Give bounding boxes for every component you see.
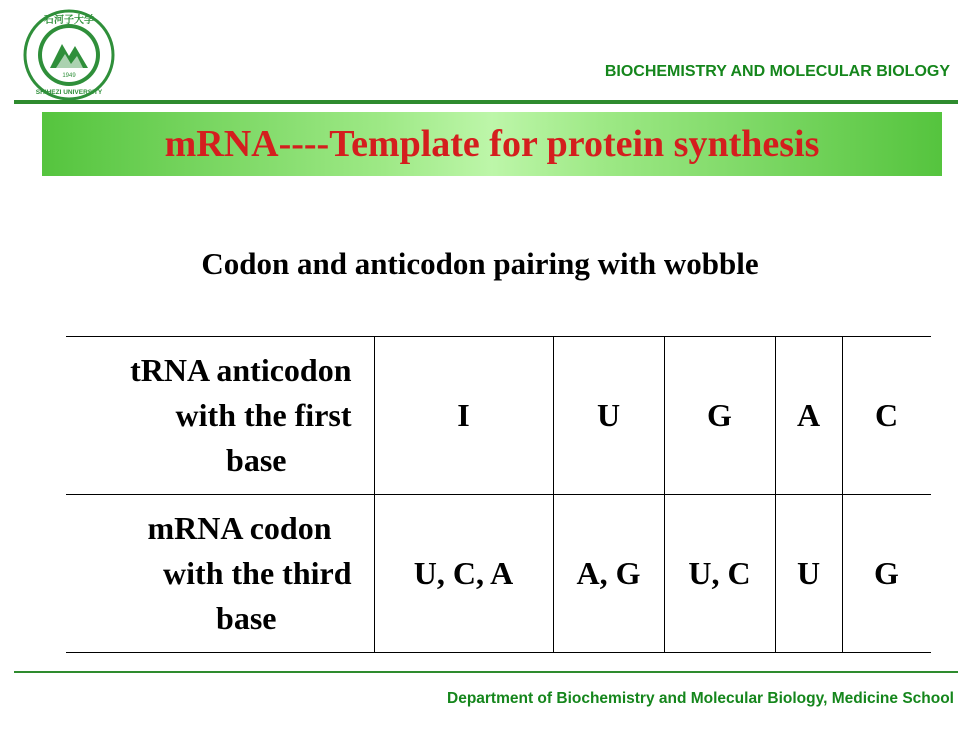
- logo-text-bottom: SHIHEZI UNIVERSITY: [35, 89, 103, 96]
- table-cell: U: [553, 337, 664, 495]
- slide-subtitle: Codon and anticodon pairing with wobble: [201, 246, 759, 281]
- logo-year: 1949: [62, 73, 76, 79]
- table-row: [66, 337, 931, 495]
- university-seal-icon: [22, 8, 116, 102]
- course-title: BIOCHEMISTRY AND MOLECULAR BIOLOGY: [604, 63, 950, 80]
- footer-department: Department of Biochemistry and Molecular Biology, Medicine School: [447, 690, 954, 707]
- row-header-line: with the third: [163, 555, 352, 591]
- table-cell: A, G: [553, 495, 664, 653]
- wobble-pairing-table: [66, 336, 931, 653]
- table-cell: A: [775, 337, 842, 495]
- table-cell: U, C: [664, 495, 775, 653]
- table-cell: G: [664, 337, 775, 495]
- table-cell: U, C, A: [374, 495, 553, 653]
- table-cell: U: [775, 495, 842, 653]
- row-header-line: tRNA anticodon: [130, 352, 352, 388]
- row-header-line: with the first: [175, 397, 352, 433]
- row-header-mrna: [66, 495, 374, 653]
- row-header-line: mRNA codon: [147, 510, 332, 546]
- logo-text-top: 石河子大学: [44, 15, 94, 26]
- row-header-line: base: [216, 600, 277, 636]
- university-logo: [22, 8, 116, 102]
- footer-divider: [14, 671, 958, 673]
- table-cell: C: [842, 337, 931, 495]
- header-divider: [14, 100, 958, 104]
- table-cell: G: [842, 495, 931, 653]
- row-header-line: base: [226, 442, 287, 478]
- slide-title-banner: [42, 112, 942, 176]
- row-header-trna: [66, 337, 374, 495]
- table-cell: I: [374, 337, 553, 495]
- table-row: [66, 495, 931, 653]
- slide-title: mRNA----Template for protein synthesis: [164, 123, 820, 165]
